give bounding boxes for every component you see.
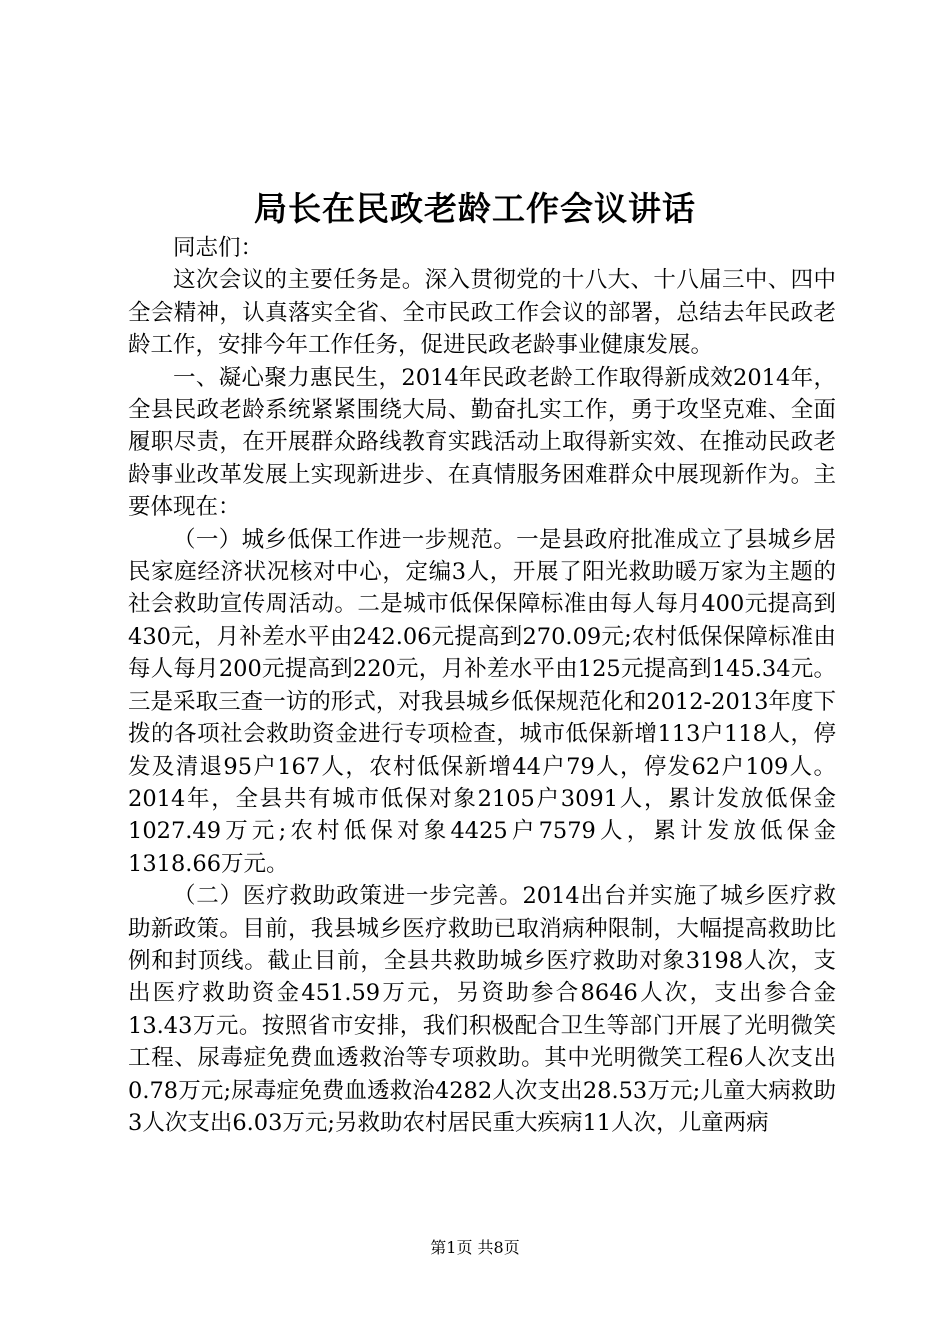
document-body: [128, 232, 836, 1139]
paragraph-intro: 这次会议的主要任务是。深入贯彻党的十八大、十八届三中、四中全会精神，认真落实全省、全市民政工作会议的部署，总结去年民政老龄工作，安排今年工作任务，促进民政老龄事业健康发展。: [128, 267, 836, 359]
paragraph-subsection-1: （一）城乡低保工作进一步规范。一是县政府批准成立了县城乡居民家庭经济状况核对中心，定编3人，开展了阳光救助暖万家为主题的社会救助宣传周活动。二是城市低保保障标准由每人每月400元提高到430元，月补差水平由242.06元提高到270.09元;农村低保保障标准由每人每月200元提高到220元，月补差水平由125元提高到145.34元。三是采取三查一访的形式，对我县城乡低保规范化和2012-2013年度下拨的各项社会救助资金进行专项检查，城市低保新增113户118人，停发及清退95户167人，农村低保新增44户79人，停发62户109人。2014年，全县共有城市低保对象2105户3091人，累计发放低保金1027.49万元;农村低保对象4425户7579人，累计发放低保金1318.66万元。: [128, 526, 836, 877]
paragraph-subsection-2: （二）医疗救助政策进一步完善。2014出台并实施了城乡医疗救助新政策。目前，我县城乡医疗救助已取消病种限制，大幅提高救助比例和封顶线。截止目前，全县共救助城乡医疗救助对象3198人次，支出医疗救助资金451.59万元，另资助参合8646人次，支出参合金13.43万元。按照省市安排，我们积极配合卫生等部门开展了光明微笑工程、尿毒症免费血透救治等专项救助。其中光明微笑工程6人次支出0.78万元;尿毒症免费血透救治4282人次支出28.53万元;儿童大病救助3人次支出6.03万元;另救助农村居民重大疾病11人次，儿童两病: [128, 883, 836, 1136]
document-title: 局长在民政老龄工作会议讲话: [254, 189, 696, 228]
page-number-footer: 第1页 共8页: [430, 1238, 520, 1257]
salutation-paragraph: 同志们：: [173, 235, 264, 261]
paragraph-section-1: 一、凝心聚力惠民生，2014年民政老龄工作取得新成效2014年，全县民政老龄系统紧紧围绕大局、勤奋扎实工作，勇于攻坚克难、全面履职尽责，在开展群众路线教育实践活动上取得新实效、在推动民政老龄事业改革发展上实现新进步、在真情服务困难群众中展现新作为。主要体现在：: [128, 364, 836, 521]
